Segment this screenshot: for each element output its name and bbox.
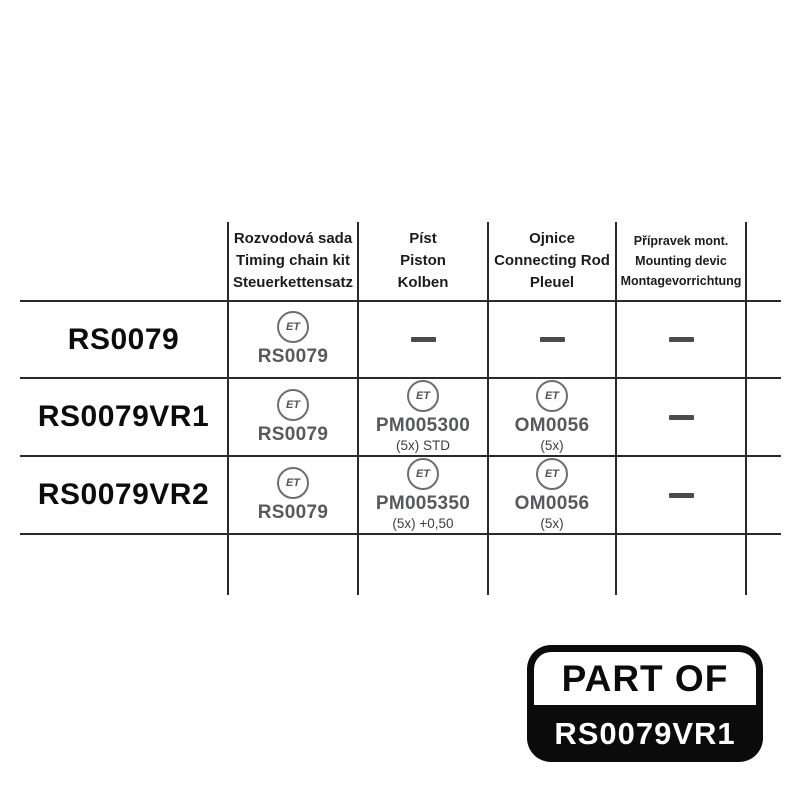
part-cell bbox=[227, 457, 357, 535]
header-timing-chain-kit bbox=[227, 222, 357, 302]
empty-part-cell bbox=[615, 379, 745, 457]
part-note: (5x) bbox=[540, 516, 564, 531]
row-label-text: RS0079 bbox=[67, 322, 180, 356]
table-row-label bbox=[20, 302, 227, 379]
row-end-empty bbox=[745, 302, 781, 379]
header-empty-end bbox=[745, 222, 781, 302]
table-row-label bbox=[20, 379, 227, 457]
footer-empty bbox=[227, 535, 357, 595]
dash-icon bbox=[669, 337, 694, 342]
header-line: Montagevorrichtung bbox=[620, 274, 742, 288]
compatibility-table bbox=[20, 222, 781, 595]
et-logo-icon: ET bbox=[277, 467, 309, 499]
header-line: Přípravek mont. bbox=[633, 234, 729, 248]
part-note: (5x) +0,50 bbox=[392, 516, 454, 531]
empty-part-cell bbox=[615, 302, 745, 379]
header-line: Kolben bbox=[397, 274, 449, 291]
part-number: RS0079 bbox=[257, 346, 329, 367]
badge-bottom-section bbox=[527, 705, 763, 762]
footer-empty bbox=[615, 535, 745, 595]
header-line: Pleuel bbox=[529, 274, 575, 291]
header-line: Piston bbox=[400, 252, 446, 269]
badge-top-section bbox=[534, 652, 756, 705]
header-piston bbox=[357, 222, 487, 302]
part-of-badge bbox=[527, 645, 763, 762]
et-logo-icon: ET bbox=[277, 389, 309, 421]
header-corner-empty bbox=[20, 222, 227, 302]
dash-icon bbox=[540, 337, 565, 342]
badge-part-number: RS0079VR1 bbox=[554, 715, 736, 751]
row-label-text: RS0079VR1 bbox=[37, 400, 210, 433]
header-connecting-rod bbox=[487, 222, 615, 302]
header-line: Rozvodová sada bbox=[233, 230, 353, 247]
header-line: Ojnice bbox=[529, 230, 575, 247]
part-note: (5x) STD bbox=[396, 438, 450, 453]
part-number: PM005350 bbox=[375, 493, 471, 514]
footer-empty bbox=[487, 535, 615, 595]
et-logo-icon: ET bbox=[407, 458, 439, 490]
part-cell bbox=[227, 379, 357, 457]
empty-part-cell bbox=[487, 302, 615, 379]
footer-empty bbox=[357, 535, 487, 595]
empty-part-cell bbox=[357, 302, 487, 379]
row-label-text: RS0079VR2 bbox=[37, 478, 210, 511]
dash-icon bbox=[669, 493, 694, 498]
header-line: Steuerkettensatz bbox=[232, 274, 354, 291]
part-number: PM005300 bbox=[375, 415, 471, 436]
part-number: RS0079 bbox=[257, 423, 329, 445]
table-row-label bbox=[20, 457, 227, 535]
header-line: Mounting devic bbox=[635, 254, 727, 268]
row-end-empty bbox=[745, 457, 781, 535]
footer-empty bbox=[20, 535, 227, 595]
et-logo-icon: ET bbox=[277, 311, 309, 343]
et-logo-icon: ET bbox=[407, 380, 439, 412]
empty-part-cell bbox=[615, 457, 745, 535]
header-line: Timing chain kit bbox=[236, 252, 350, 269]
et-logo-icon: ET bbox=[536, 380, 568, 412]
badge-title: PART OF bbox=[561, 657, 729, 699]
part-cell bbox=[487, 379, 615, 457]
part-number: OM0056 bbox=[514, 493, 590, 514]
part-cell bbox=[357, 379, 487, 457]
dash-icon bbox=[669, 415, 694, 420]
part-cell bbox=[357, 457, 487, 535]
dash-icon bbox=[411, 337, 436, 342]
header-line: Connecting Rod bbox=[494, 252, 610, 269]
part-note: (5x) bbox=[540, 438, 564, 453]
part-cell bbox=[487, 457, 615, 535]
et-logo-icon: ET bbox=[536, 458, 568, 490]
part-cell bbox=[227, 302, 357, 379]
part-number: RS0079 bbox=[257, 501, 329, 523]
part-number: OM0056 bbox=[514, 415, 590, 436]
footer-empty bbox=[745, 535, 781, 595]
header-mounting-device bbox=[615, 222, 745, 302]
header-line: Píst bbox=[409, 230, 437, 247]
row-end-empty bbox=[745, 379, 781, 457]
